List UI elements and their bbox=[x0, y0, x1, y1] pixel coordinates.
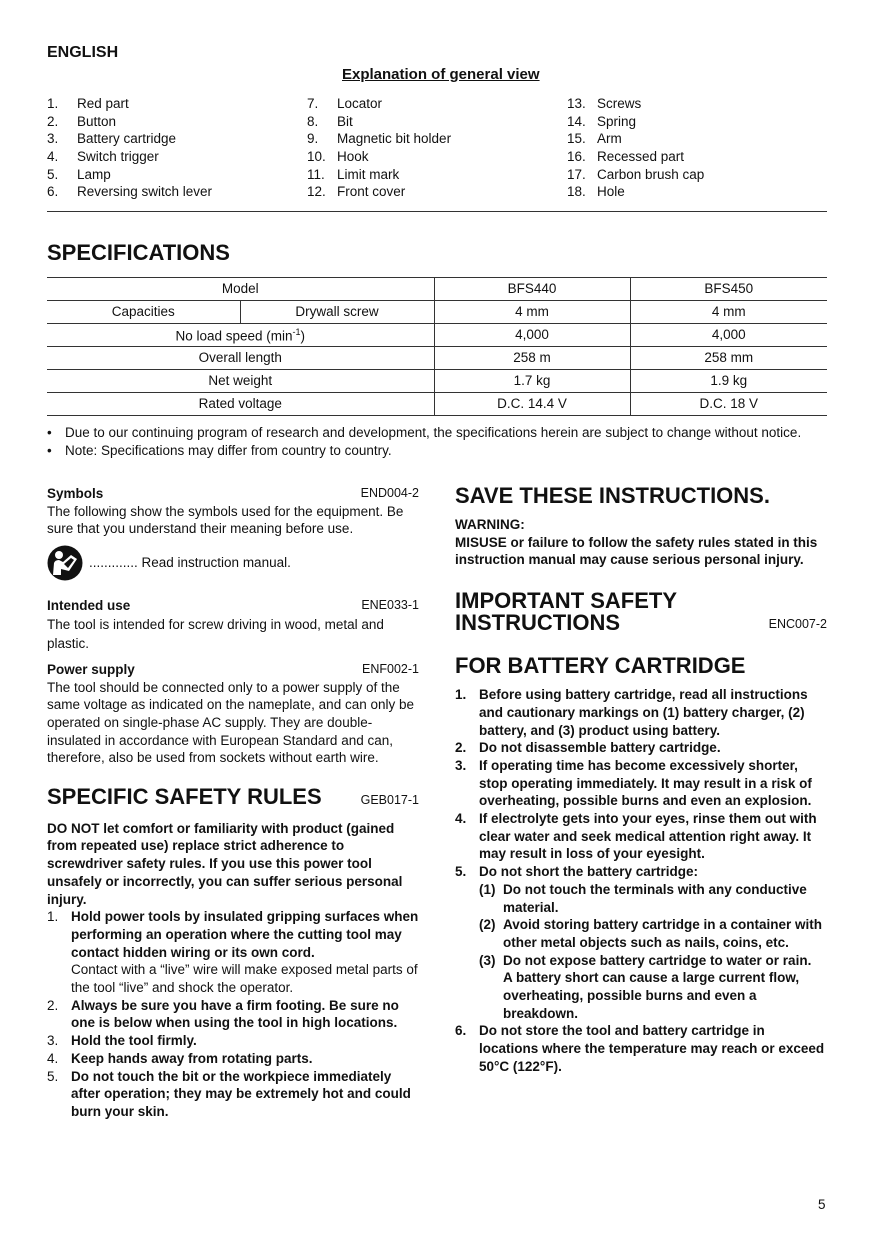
item-number: 5. bbox=[455, 864, 467, 880]
table-row bbox=[47, 370, 827, 393]
item-text bbox=[503, 952, 827, 1023]
list-item bbox=[567, 130, 817, 148]
item-label: Button bbox=[77, 113, 117, 129]
item-bold: Do not touch the bit or the workpiece immediately after operation; they may be extremely hot and could burn your skin. bbox=[71, 1068, 411, 1119]
item-label: Locator bbox=[337, 96, 383, 111]
item-extra: A battery short can cause a large current flow, overheating, possible burns and even a breakdown. bbox=[503, 970, 800, 1021]
list-item bbox=[567, 148, 817, 166]
speed-close: ) bbox=[300, 328, 306, 344]
cell: Net weight bbox=[47, 370, 434, 393]
item-number: 1. bbox=[455, 687, 467, 703]
item-line: Avoid storing battery cartridge in a container with other metal objects such as nails, coins, etc. bbox=[503, 917, 823, 950]
note: Note: Specifications may differ from country to country. bbox=[65, 442, 392, 458]
item-label: Front cover bbox=[337, 184, 406, 200]
item-number: 5. bbox=[47, 166, 59, 182]
item-number: 3. bbox=[455, 757, 467, 773]
list-item bbox=[455, 757, 827, 810]
item-label: Switch trigger bbox=[77, 149, 159, 165]
list-item bbox=[455, 686, 827, 739]
cell: 1.7 kg bbox=[434, 370, 630, 393]
cell: Rated voltage bbox=[47, 393, 434, 416]
item-label: Screws bbox=[597, 96, 642, 111]
item-label: Recessed part bbox=[597, 149, 685, 165]
cell: BFS440 bbox=[434, 278, 630, 301]
list-item bbox=[307, 183, 557, 201]
code: ENC007-2 bbox=[768, 617, 827, 632]
item-number: 6. bbox=[47, 184, 59, 200]
cell: 4 mm bbox=[434, 301, 630, 324]
item-number: 18. bbox=[567, 184, 586, 200]
list-item bbox=[307, 148, 557, 166]
cell: 4,000 bbox=[630, 324, 827, 347]
left-column bbox=[47, 485, 419, 1121]
item-number: 17. bbox=[567, 166, 586, 182]
item-number: 2. bbox=[47, 997, 59, 1013]
list-item bbox=[307, 130, 557, 148]
cell: Drywall screw bbox=[240, 301, 434, 324]
list-item bbox=[47, 1032, 419, 1050]
list-item bbox=[567, 95, 817, 113]
page-number: 5 bbox=[818, 1197, 826, 1212]
speed-sup: -1 bbox=[292, 327, 301, 338]
list-item bbox=[47, 183, 297, 201]
general-view-title: Explanation of general view bbox=[342, 66, 540, 83]
item-number: 13. bbox=[567, 96, 586, 111]
table-row bbox=[47, 301, 827, 324]
list-item bbox=[47, 1068, 419, 1121]
important-heading-1: IMPORTANT SAFETY bbox=[455, 588, 678, 614]
cell: Overall length bbox=[47, 347, 434, 370]
cell: D.C. 14.4 V bbox=[434, 393, 630, 416]
list-item bbox=[455, 863, 827, 881]
item-label: Carbon brush cap bbox=[597, 166, 705, 182]
item-bold: Always be sure you have a firm footing. Be sure no one is below when using the tool in high locations. bbox=[71, 997, 399, 1031]
power-title: Power supply bbox=[47, 661, 135, 677]
item-text bbox=[71, 1032, 197, 1050]
warning-label: WARNING: bbox=[455, 517, 525, 532]
item-label: Red part bbox=[77, 96, 129, 111]
item-number: 4. bbox=[455, 811, 467, 827]
specifications-heading: SPECIFICATIONS bbox=[47, 240, 230, 265]
table-row bbox=[47, 278, 827, 301]
general-view-column bbox=[47, 95, 297, 201]
item-text: If operating time has become excessively shorter, stop operating immediately. It may result in a risk of overheating, possible burns and even an explosion. bbox=[479, 757, 812, 809]
spec-notes: • Due to our continuing program of research and development, the specifications herein are subject to change without notice. • Note: Specifications may differ from country to country. bbox=[47, 425, 802, 458]
language-heading: ENGLISH bbox=[47, 44, 119, 61]
list-item bbox=[47, 166, 297, 184]
item-label: Limit mark bbox=[337, 166, 400, 182]
code: GEB017-1 bbox=[360, 793, 419, 808]
important-heading-2: INSTRUCTIONS bbox=[455, 610, 620, 636]
item-number: 7. bbox=[307, 96, 319, 111]
symbols-text: The following show the symbols used for the equipment. Be sure that you understand their meaning before use. bbox=[47, 503, 404, 537]
divider bbox=[47, 211, 827, 212]
general-view-column bbox=[567, 95, 817, 201]
item-number: 8. bbox=[307, 113, 319, 129]
cell bbox=[47, 324, 434, 347]
intended-text: The tool is intended for screw driving in wood, metal and plastic. bbox=[47, 616, 384, 651]
item-number: 4. bbox=[47, 149, 59, 165]
code: END004-2 bbox=[360, 486, 419, 500]
list-item bbox=[455, 810, 827, 863]
code: ENE033-1 bbox=[361, 598, 419, 613]
item-text bbox=[71, 997, 419, 1032]
list-item bbox=[47, 908, 419, 997]
warning-text: MISUSE or failure to follow the safety rules stated in this instruction manual may cause serious personal injury. bbox=[455, 534, 818, 568]
item-bold: Hold the tool firmly. bbox=[71, 1033, 197, 1049]
item-label: Reversing switch lever bbox=[77, 184, 213, 200]
general-view-column bbox=[307, 95, 557, 201]
cell: 4 mm bbox=[630, 301, 827, 324]
item-number: 14. bbox=[567, 113, 586, 129]
cell: 258 m bbox=[434, 347, 630, 370]
list-item bbox=[47, 130, 297, 148]
list-item bbox=[47, 997, 419, 1032]
item-line: Do not touch the terminals with any conductive material. bbox=[503, 881, 807, 915]
cell: 1.9 kg bbox=[630, 370, 827, 393]
item-label: Battery cartridge bbox=[77, 131, 177, 147]
item-number: 3. bbox=[47, 1033, 59, 1049]
list-item bbox=[307, 113, 557, 131]
table-row bbox=[47, 324, 827, 347]
sub-item bbox=[479, 881, 827, 916]
item-number: 1. bbox=[47, 909, 59, 925]
specifications-table bbox=[47, 277, 827, 416]
item-label: Magnetic bit holder bbox=[337, 131, 452, 147]
item-label: Lamp bbox=[77, 166, 111, 182]
cell: 258 mm bbox=[630, 347, 827, 370]
specific-safety-heading: SPECIFIC SAFETY RULES bbox=[47, 784, 322, 810]
read-manual-text: ............. Read instruction manual. bbox=[89, 555, 291, 571]
cell: D.C. 18 V bbox=[630, 393, 827, 416]
item-text: Do not disassemble battery cartridge. bbox=[479, 740, 721, 756]
item-number: 16. bbox=[567, 149, 586, 165]
read-manual-icon bbox=[47, 545, 83, 581]
item-text bbox=[71, 1050, 313, 1068]
item-number: (1) bbox=[479, 881, 496, 897]
table-row bbox=[47, 347, 827, 370]
item-label: Spring bbox=[597, 113, 637, 129]
list-item bbox=[47, 95, 297, 113]
model-label: Model bbox=[47, 278, 434, 301]
item-number: (3) bbox=[479, 952, 496, 968]
cell: 4,000 bbox=[434, 324, 630, 347]
item-number: 12. bbox=[307, 184, 326, 200]
save-instructions-heading: SAVE THESE INSTRUCTIONS. bbox=[455, 483, 770, 508]
item-bold: Keep hands away from rotating parts. bbox=[71, 1050, 313, 1066]
list-item bbox=[47, 1050, 419, 1068]
item-label: Hole bbox=[597, 184, 625, 200]
note: Due to our continuing program of research and development, the specifications herein are subject to change without notice. bbox=[65, 425, 802, 440]
list-item bbox=[307, 166, 557, 184]
right-column bbox=[455, 484, 827, 1076]
item-text: If electrolyte gets into your eyes, rinse them out with clear water and seek medical attention right away. It may result in loss of your eyesight. bbox=[479, 811, 817, 862]
item-number: 5. bbox=[47, 1068, 59, 1084]
item-line: Do not expose battery cartridge to water or rain. bbox=[503, 952, 812, 968]
item-number: 11. bbox=[307, 166, 325, 182]
list-item bbox=[455, 739, 827, 757]
battery-rules-list bbox=[455, 686, 827, 1075]
item-label: Bit bbox=[337, 113, 353, 129]
item-text bbox=[71, 1068, 419, 1121]
item-number: 6. bbox=[455, 1023, 467, 1039]
list-item bbox=[47, 148, 297, 166]
item-number: 2. bbox=[47, 113, 59, 129]
specific-intro: DO NOT let comfort or familiarity with product (gained from repeated use) replace strict adherence to screwdriver safety rules. If you use this power tool unsafely or incorrectly, you can suffer serious personal injury. bbox=[47, 820, 403, 907]
sub-item bbox=[479, 916, 827, 951]
item-label: Arm bbox=[597, 131, 622, 147]
item-number: 2. bbox=[455, 740, 467, 756]
item-normal: Contact with a “live” wire will make exposed metal parts of the tool “live” and shock the operator. bbox=[71, 962, 418, 996]
list-item bbox=[307, 95, 557, 113]
item-number: 15. bbox=[567, 131, 586, 147]
item-number: 4. bbox=[47, 1050, 59, 1066]
item-number: (2) bbox=[479, 917, 496, 933]
item-text: Do not short the battery cartridge: bbox=[479, 864, 699, 880]
item-bold: Hold power tools by insulated gripping surfaces when performing an operation where the cutting tool may contact hidden wiring or its own cord. bbox=[71, 909, 419, 960]
list-item bbox=[47, 113, 297, 131]
list-item bbox=[567, 113, 817, 131]
power-text: The tool should be connected only to a power supply of the same voltage as indicated on the nameplate, and can only be operated on single-phase AC supply. They are double-insulated in accordance with European Standard and can, therefore, also be used from sockets without earth wire. bbox=[47, 679, 414, 766]
item-text bbox=[71, 908, 419, 997]
item-text: Do not store the tool and battery cartridge in locations where the temperature may reach or exceed 50°C (122°F). bbox=[479, 1023, 825, 1074]
item-text bbox=[503, 881, 827, 916]
symbols-title: Symbols bbox=[47, 486, 104, 501]
code: ENF002-1 bbox=[362, 661, 419, 676]
item-label: Hook bbox=[337, 149, 369, 165]
item-number: 9. bbox=[307, 131, 319, 147]
list-item bbox=[455, 1022, 827, 1075]
cell: Capacities bbox=[47, 301, 240, 324]
table-row bbox=[47, 393, 827, 416]
list-item bbox=[567, 166, 817, 184]
speed-label: No load speed (min bbox=[175, 328, 293, 344]
sub-item bbox=[479, 952, 827, 1023]
specific-rules-list bbox=[47, 908, 419, 1120]
item-text bbox=[503, 916, 827, 951]
list-item bbox=[567, 183, 817, 201]
item-number: 3. bbox=[47, 131, 59, 147]
item-number: 10. bbox=[307, 149, 326, 165]
battery-heading: FOR BATTERY CARTRIDGE bbox=[455, 653, 746, 679]
item-text: Before using battery cartridge, read all instructions and cautionary markings on (1) battery charger, (2) battery, and (3) product using battery. bbox=[479, 687, 808, 738]
cell: BFS450 bbox=[630, 278, 827, 301]
item-number: 1. bbox=[47, 96, 59, 111]
intended-title: Intended use bbox=[47, 598, 131, 614]
